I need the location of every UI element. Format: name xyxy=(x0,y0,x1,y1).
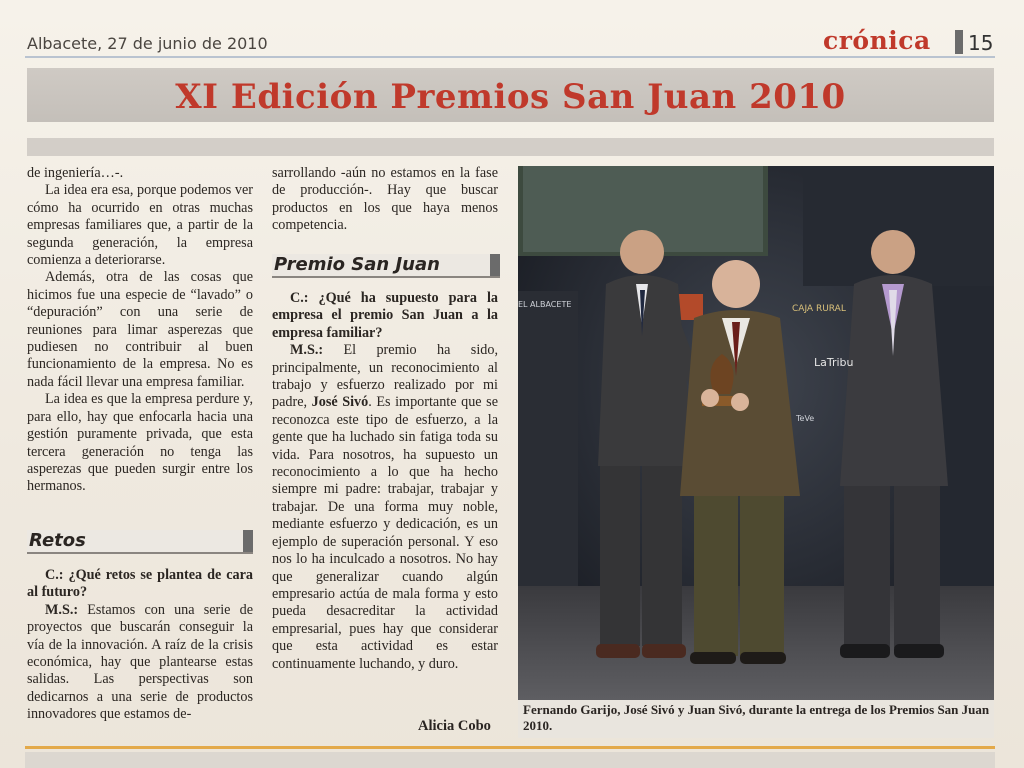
subhead-bar xyxy=(490,254,500,276)
interview-answer-part1: El premio ha sido, principalmente, un reconocimiento al trabajo y esfuerzo realizado por mi padre, xyxy=(272,342,498,411)
photo-illustration xyxy=(518,166,994,700)
subhead-label: Premio San Juan xyxy=(274,254,440,275)
interview-question: C.: ¿Qué ha supuesto para la empresa el premio San Juan a la empresa familiar? xyxy=(272,290,498,341)
subhead-premio xyxy=(272,254,500,278)
page-number: 15 xyxy=(968,31,994,55)
interview-question: C.: ¿Qué retos se plantea de cara al futuro? xyxy=(27,567,253,601)
paragraph: sarrollando -aún no estamos en la fase de producción-. Hay que buscar productos en los que haya menos competencia. xyxy=(272,165,498,234)
text-column-1 xyxy=(27,165,253,496)
paragraph: La idea es que la empresa perdure y, para ello, hay que enfocarla hacia una gestión puramente privada, que esta tercera generación no tenga las asperezas que pueden surgir entre los hermanos. xyxy=(27,391,253,495)
paragraph: La idea era esa, porque podemos ver cómo ha ocurrido en otras muchas empresas familiares que, a partir de la segunda generación, la empresa comienza a deteriorarse. xyxy=(27,182,253,269)
sponsor-sign-latribu: LaTribu xyxy=(814,356,854,369)
answer-label: M.S.: xyxy=(45,601,79,618)
paragraph: de ingeniería…-. xyxy=(27,165,124,181)
subhead-retos xyxy=(27,530,253,554)
banner-underband xyxy=(27,138,994,156)
article-title: XI Edición Premios San Juan 2010 xyxy=(175,77,846,117)
title-banner xyxy=(27,68,994,122)
section-brand: crónica xyxy=(823,26,931,55)
footer-rule xyxy=(25,746,995,749)
location-date: Albacete, 27 de junio de 2010 xyxy=(27,34,268,53)
interview-answer-part2: . Es importante que se reconozca este tipo de esfuerzo, a la gente que ha luchado sin fatiga toda su vida. Para nosotros, ha supuesto un reconocimiento a lo que ha hecho siempre mi padre: trabajar, trabajar y trabajar. De una forma muy noble, mediante esfuerzo y dedicación, es un ejemplo de superación personal. Y eso nos lo ha inculcado a nosotros. No hay que generalizar cuando algún empresario actúa de mala forma y esto pueda desacreditar la actividad empresarial, pues hay que considerar que esta actividad es estar continuamente luchando, y duro. xyxy=(272,394,498,672)
subhead-bar xyxy=(243,530,253,552)
sponsor-sign-tv: TeVe xyxy=(796,414,815,423)
byline: Alicia Cobo xyxy=(418,718,491,734)
sponsor-sign-left: EL ALBACETE xyxy=(518,300,572,309)
header-rule xyxy=(25,56,995,58)
paragraph: Además, otra de las cosas que hicimos fue una especie de “lavado” o “depuración” con una serie de reuniones para limar asperezas que pudiesen no contribuir al buen funcionamiento de la empresa. No es nada fácil llevar una empresa familiar. xyxy=(27,269,253,390)
subhead-label: Retos xyxy=(29,530,86,551)
interview-answer: Estamos con una serie de proyectos que buscarán conseguir la vía de la innovación. A raíz de la crisis económica, hay que plantearse estas salidas. Las perspectivas son dedicarnos a una serie de productos innovadores que estamos de- xyxy=(27,601,253,723)
next-article-strip xyxy=(25,752,995,768)
answer-label: M.S.: xyxy=(290,342,324,359)
text-column-2 xyxy=(272,165,498,235)
highlighted-name: José Sivó xyxy=(311,394,369,411)
sponsor-sign-rural: CAJA RURAL xyxy=(792,304,846,314)
award-photo xyxy=(518,166,994,700)
text-column-2-lower xyxy=(272,290,498,673)
text-column-1-lower xyxy=(27,567,253,724)
photo-caption: Fernando Garijo, José Sivó y Juan Sivó, durante la entrega de los Premios San Juan 2010. xyxy=(523,702,990,733)
page-number-bar xyxy=(955,30,963,54)
